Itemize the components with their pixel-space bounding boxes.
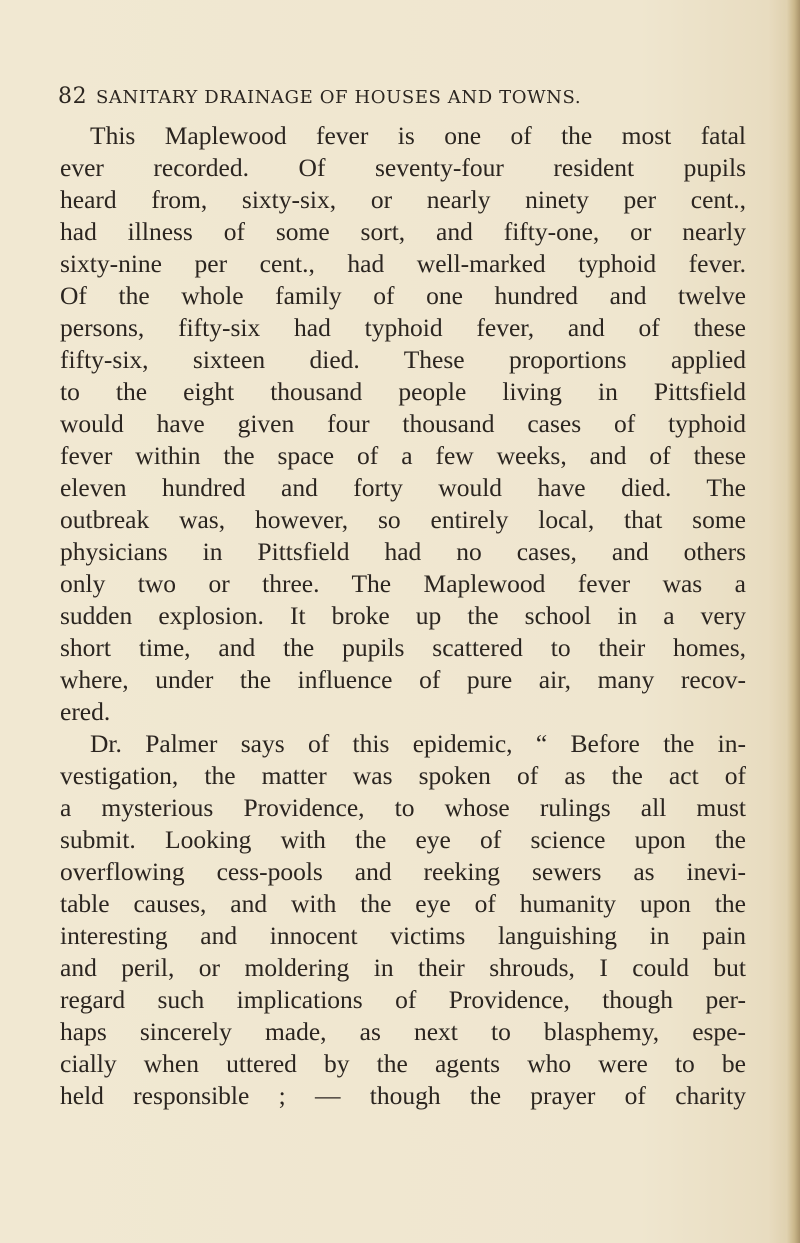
text-line: Dr. Palmer says of this epidemic, “ Before the in-: [90, 729, 746, 758]
text-line: ered.: [60, 697, 111, 726]
page-edge-shadow: [786, 0, 800, 1243]
text-line: vestigation, the matter was spoken of as the act of: [60, 761, 746, 790]
text-line: table causes, and with the eye of humanity upon the: [60, 889, 746, 918]
text-line: eleven hundred and forty would have died. The: [60, 473, 746, 502]
text-line: physicians in Pittsfield had no cases, and others: [60, 537, 746, 566]
text-line: submit. Looking with the eye of science upon the: [60, 825, 746, 854]
text-line: overflowing cess-pools and reeking sewers as inevi-: [60, 857, 746, 886]
text-line: interesting and innocent victims languishing in pain: [60, 921, 746, 950]
text-line: to the eight thousand people living in Pittsfield: [60, 377, 746, 406]
text-line: heard from, sixty-six, or nearly ninety per cent.,: [60, 185, 746, 214]
text-line: ever recorded. Of seventy-four resident pupils: [60, 153, 746, 182]
text-line: haps sincerely made, as next to blasphemy, espe-: [60, 1017, 746, 1046]
text-line: sudden explosion. It broke up the school in a very: [60, 601, 746, 630]
running-head-title: SANITARY DRAINAGE OF HOUSES AND TOWNS.: [96, 87, 582, 108]
text-line: where, under the influence of pure air, many recov-: [60, 665, 746, 694]
text-line: a mysterious Providence, to whose rulings all must: [60, 793, 746, 822]
text-line: fifty-six, sixteen died. These proportions applied: [60, 345, 746, 374]
paragraph-1: [60, 120, 746, 728]
text-line: and peril, or moldering in their shrouds, I could but: [60, 953, 746, 982]
text-line: outbreak was, however, so entirely local, that some: [60, 505, 746, 534]
text-line: regard such implications of Providence, though per-: [60, 985, 746, 1014]
text-line: only two or three. The Maplewood fever was a: [60, 569, 746, 598]
text-line: had illness of some sort, and fifty-one, or nearly: [60, 217, 746, 246]
text-line: short time, and the pupils scattered to their homes,: [60, 633, 746, 662]
paragraph-2: [60, 728, 746, 1112]
body-text: [60, 120, 746, 1112]
text-line: held responsible ; — though the prayer of charity: [60, 1081, 746, 1110]
text-line: fever within the space of a few weeks, and of these: [60, 441, 746, 470]
page-number: 82: [58, 84, 88, 109]
text-line: would have given four thousand cases of typhoid: [60, 409, 746, 438]
text-line: persons, fifty-six had typhoid fever, and of these: [60, 313, 746, 342]
text-line: cially when uttered by the agents who were to be: [60, 1049, 746, 1078]
text-line: sixty-nine per cent., had well-marked typhoid fever.: [60, 249, 746, 278]
running-head: [58, 84, 698, 109]
text-line: Of the whole family of one hundred and twelve: [60, 281, 746, 310]
text-line: This Maplewood fever is one of the most fatal: [90, 121, 746, 150]
